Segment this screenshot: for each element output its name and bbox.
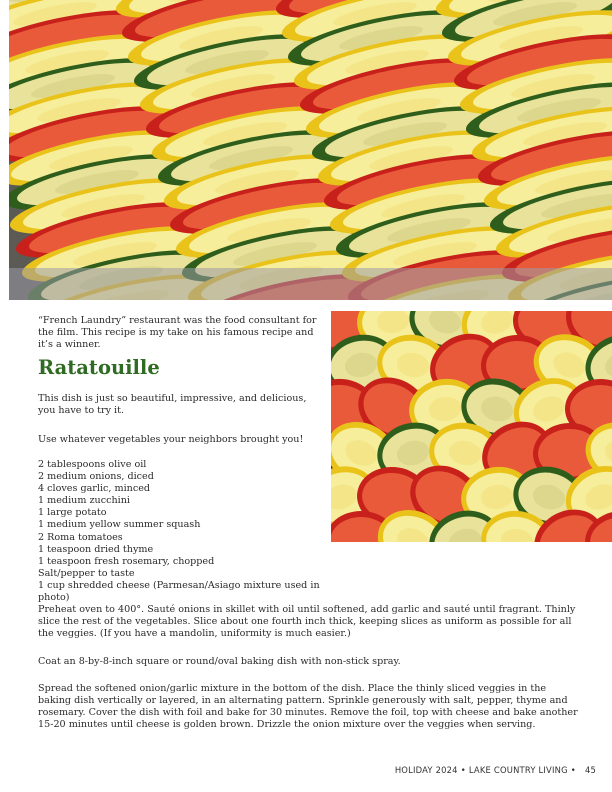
page-number: 45 bbox=[584, 765, 596, 775]
ingredient-list bbox=[38, 459, 338, 604]
recipe-description: This dish is just so beautiful, impressive, and delicious, you have to try it. bbox=[38, 393, 307, 417]
top-photo-graphic bbox=[9, 0, 612, 300]
recipe-title: Ratatouille bbox=[38, 356, 160, 379]
ingredient-item: 1 medium yellow summer squash bbox=[38, 519, 201, 531]
ingredient-item: 2 Roma tomatoes bbox=[38, 531, 123, 543]
side-photo-graphic bbox=[331, 311, 612, 542]
ingredient-item: 1 large potato bbox=[38, 507, 107, 519]
instruction-step-3: Spread the softened onion/garlic mixture in the bottom of the dish. Place the thinly sliced veggies in the baking dish vertically or layered, in an alternating pattern. Sprinkle generously with salt, pepper, thyme and rosemary. Cover the dish with foil and bake for 30 minutes. Remove the foil, top with cheese and bake another 15-20 minutes until cheese is golden brown. Drizzle the onion mixture over the veggies when serving. bbox=[38, 683, 578, 731]
ingredient-item: 1 medium zucchini bbox=[38, 495, 130, 507]
footer-separator: • bbox=[460, 765, 466, 775]
intro-paragraph: “French Laundry” restaurant was the food consultant for the film. This recipe is my take on his famous recipe and it’s a winner. bbox=[38, 315, 317, 351]
ingredient-item: 1 teaspoon fresh rosemary, chopped bbox=[38, 555, 215, 567]
ingredient-item: 1 cup shredded cheese (Parmesan/Asiago mixture used in photo) bbox=[38, 579, 320, 604]
ingredient-item: 4 cloves garlic, minced bbox=[38, 483, 151, 495]
issue-label: HOLIDAY 2024 bbox=[394, 765, 458, 775]
ingredient-item: Salt/pepper to taste bbox=[38, 567, 135, 579]
instruction-step-1: Preheat oven to 400°. Sauté onions in skillet with oil until softened, add garlic and sauté until fragrant. Thinly slice the rest of the vegetables. Slice about one fourth inch thick, keeping slices as uniform as possible for all the veggies. (If you have a mandolin, uniformity is much easier.) bbox=[38, 604, 576, 640]
ingredient-item: 2 tablespoons olive oil bbox=[38, 459, 147, 470]
ratatouille-side-photo bbox=[331, 311, 612, 542]
magazine-name: LAKE COUNTRY LIVING bbox=[468, 765, 568, 775]
footer-separator: • bbox=[570, 765, 576, 775]
page-footer bbox=[395, 765, 596, 775]
instruction-step-2: Coat an 8-by-8-inch square or round/oval baking dish with non-stick spray. bbox=[38, 656, 401, 667]
ingredient-item: 1 teaspoon dried thyme bbox=[38, 543, 154, 555]
vegetable-note: Use whatever vegetables your neighbors brought you! bbox=[38, 434, 304, 445]
ingredient-item: 2 medium onions, diced bbox=[38, 471, 154, 483]
ratatouille-top-photo bbox=[9, 0, 612, 300]
